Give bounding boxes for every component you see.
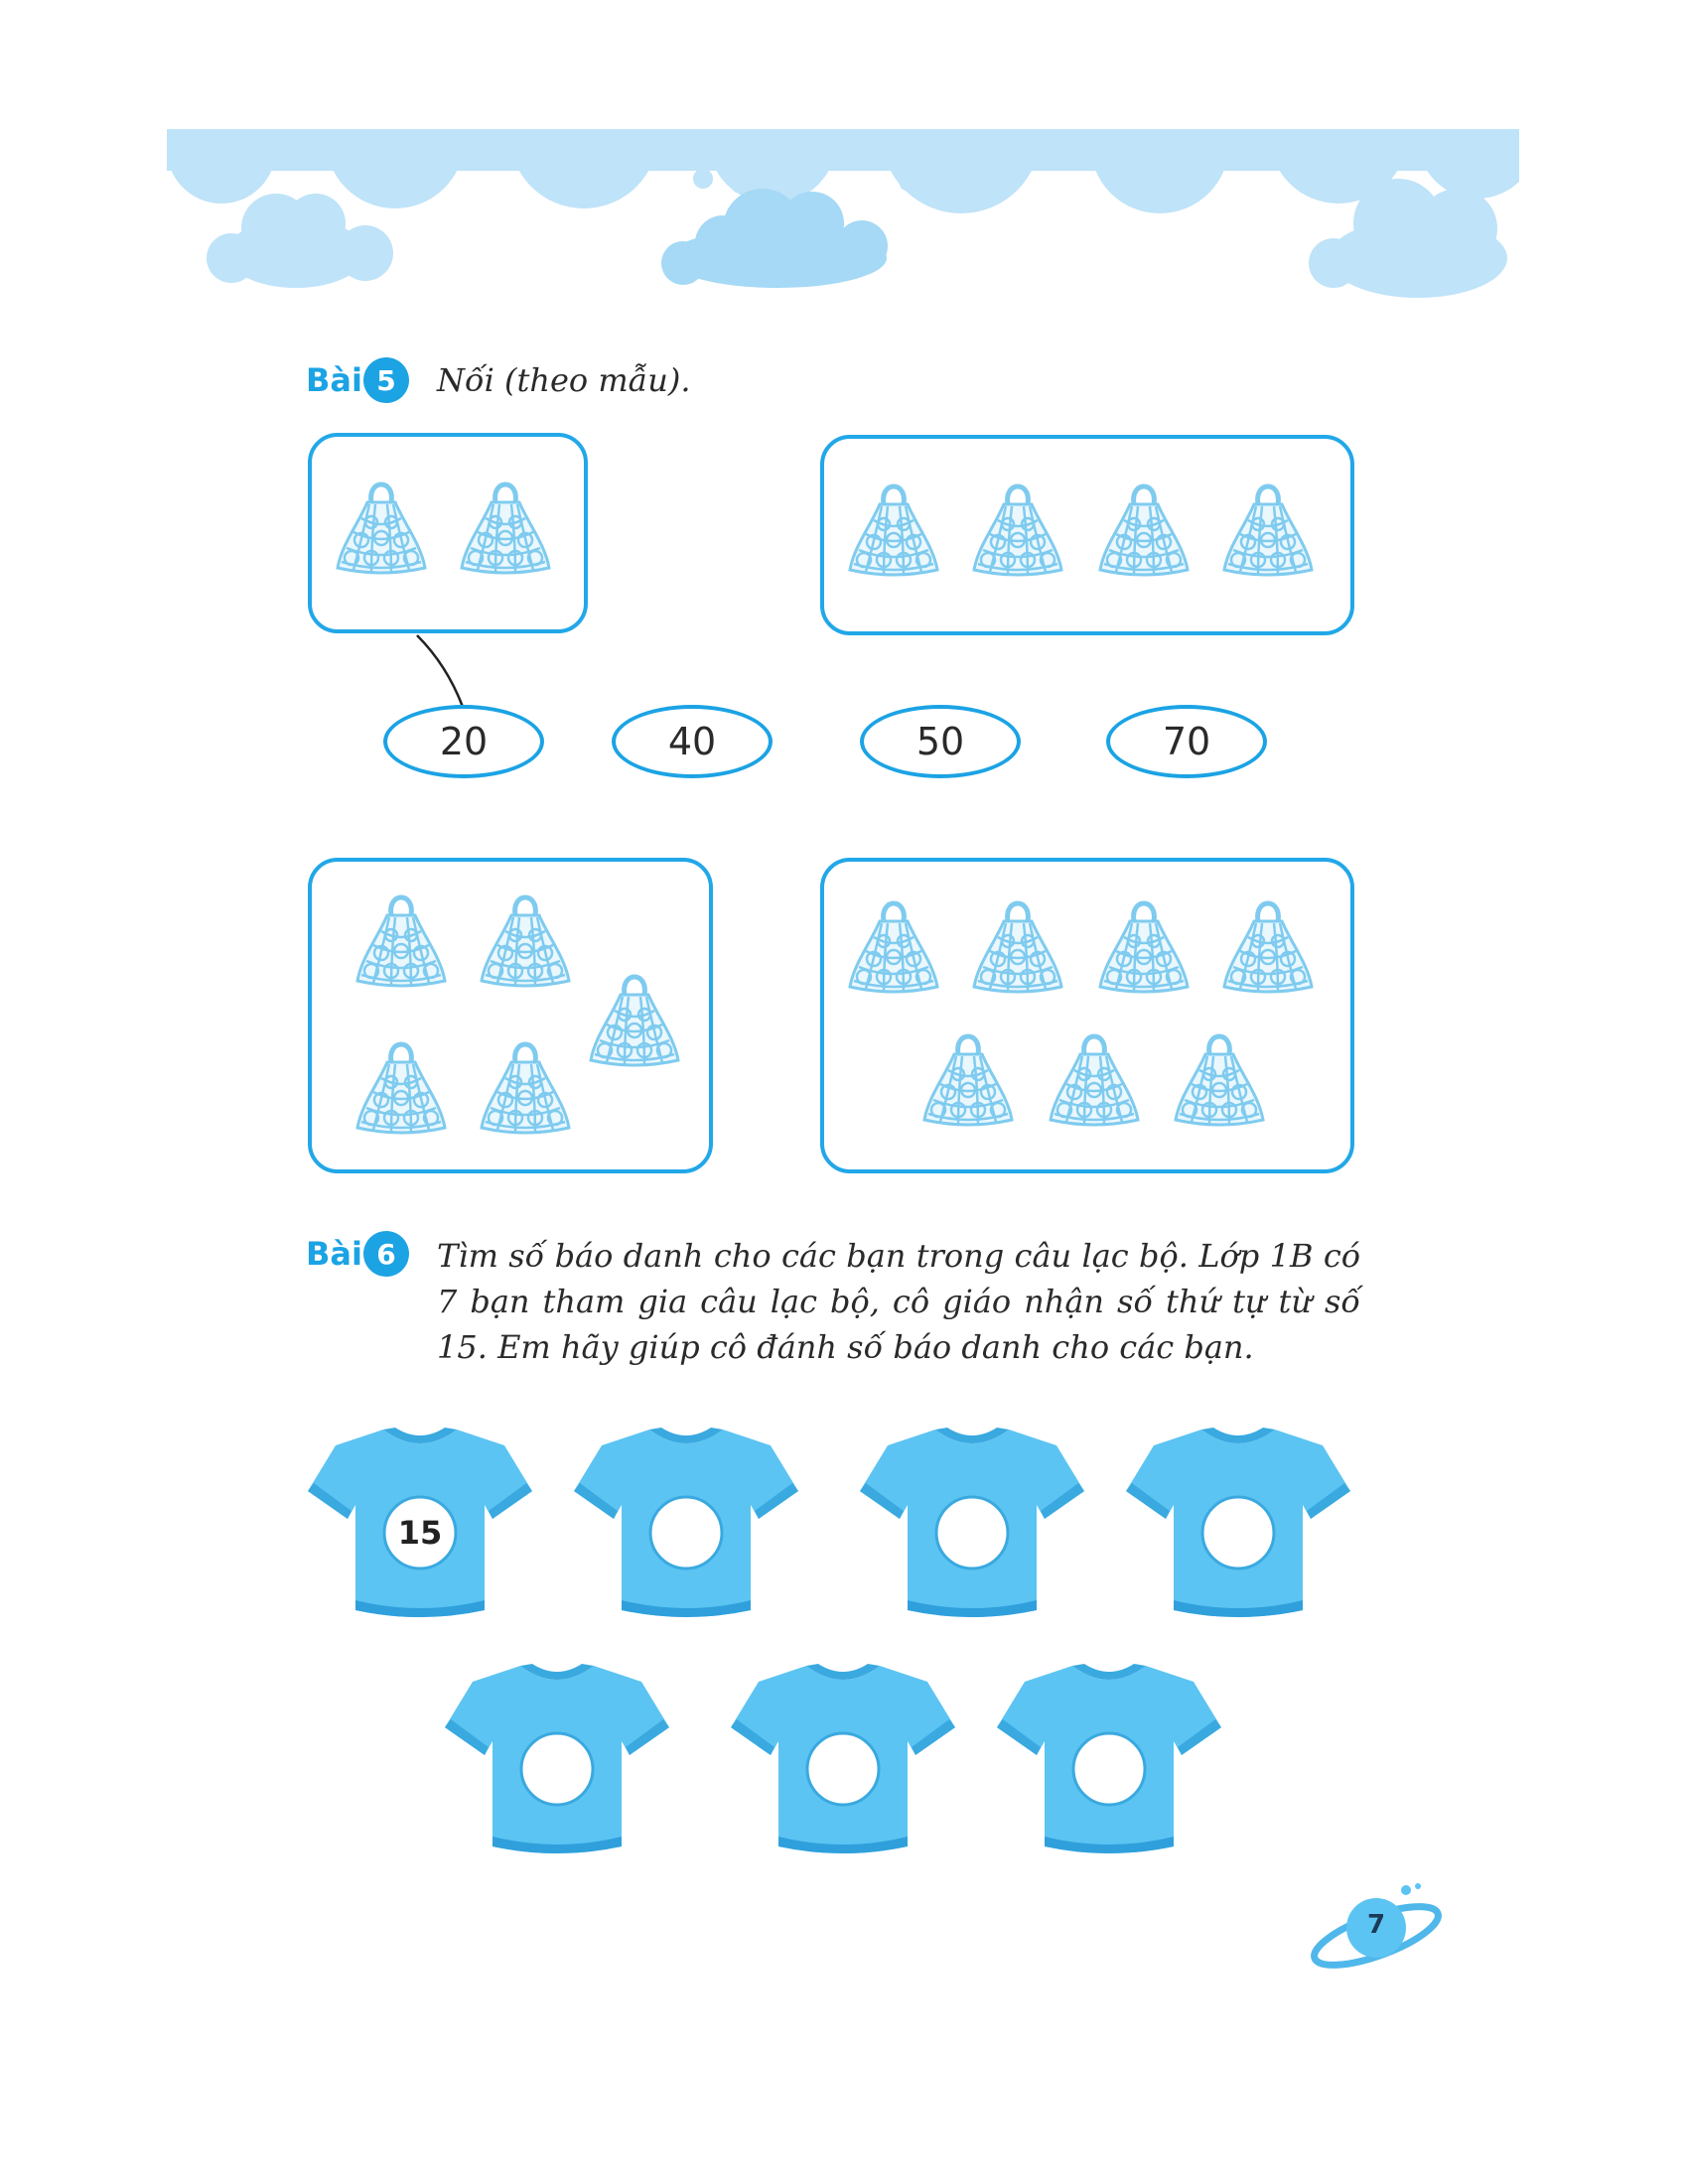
- bag-icon: [918, 1023, 1018, 1132]
- shirt-4: [1124, 1422, 1352, 1620]
- exercise-6-label: Bài: [306, 1235, 362, 1273]
- shirt-number-input-2[interactable]: [650, 1497, 722, 1569]
- shirt-number-input-7[interactable]: [1073, 1733, 1145, 1805]
- bag-icon: [1045, 1023, 1144, 1132]
- shirt-7: [995, 1658, 1223, 1856]
- bag-group-3[interactable]: [308, 858, 713, 1173]
- page-number: 7: [1366, 1910, 1386, 1940]
- shirt-3: [858, 1422, 1086, 1620]
- exercise-5-instruction: Nối (theo mẫu).: [437, 361, 691, 399]
- bag-icon: [844, 473, 943, 582]
- bag-icon: [1218, 889, 1318, 999]
- bag-icon: [476, 1030, 575, 1140]
- shirt-number-input-6[interactable]: [807, 1733, 879, 1805]
- bag-icon: [332, 471, 431, 580]
- exercise-6-instruction: Tìm số báo danh cho các bạn trong câu lạc bộ. Lớp 1B có 7 bạn tham gia câu lạc bộ, cô giáo nhận số thứ tự từ số 15. Em hãy giúp cô đánh số báo danh cho các bạn.: [437, 1237, 1360, 1366]
- bag-icon: [844, 889, 943, 999]
- exercise-6-number-badge: 6: [363, 1231, 409, 1277]
- shirt-number-input-3[interactable]: [936, 1497, 1008, 1569]
- number-oval-40[interactable]: 40: [612, 705, 773, 778]
- bag-group-2[interactable]: [820, 435, 1354, 635]
- bag-icon: [476, 884, 575, 993]
- bag-icon: [968, 473, 1067, 582]
- bag-icon: [1094, 473, 1194, 582]
- shirt-2: [572, 1422, 800, 1620]
- shirt-5: [443, 1658, 671, 1856]
- bag-icon: [1094, 889, 1194, 999]
- number-oval-70[interactable]: 70: [1106, 705, 1267, 778]
- shirt-6: [729, 1658, 957, 1856]
- number-oval-50[interactable]: 50: [860, 705, 1021, 778]
- shirt-number-input-5[interactable]: [521, 1733, 593, 1805]
- bag-icon: [352, 884, 451, 993]
- shirt-number-input-4[interactable]: [1202, 1497, 1274, 1569]
- exercise-5-number-badge: 5: [363, 357, 409, 403]
- bag-icon: [1170, 1023, 1269, 1132]
- bag-icon: [1218, 473, 1318, 582]
- number-oval-20[interactable]: 20: [383, 705, 544, 778]
- shirt-1: [306, 1422, 534, 1620]
- cloud-banner: [167, 129, 1519, 318]
- bag-icon: [456, 471, 555, 580]
- bag-icon: [968, 889, 1067, 999]
- exercise-5-label: Bài: [306, 361, 362, 399]
- bag-icon: [585, 963, 684, 1072]
- bag-group-4[interactable]: [820, 858, 1354, 1173]
- bag-icon: [352, 1030, 451, 1140]
- shirt-number-1: 15: [397, 1514, 443, 1552]
- bag-group-1[interactable]: [308, 433, 588, 633]
